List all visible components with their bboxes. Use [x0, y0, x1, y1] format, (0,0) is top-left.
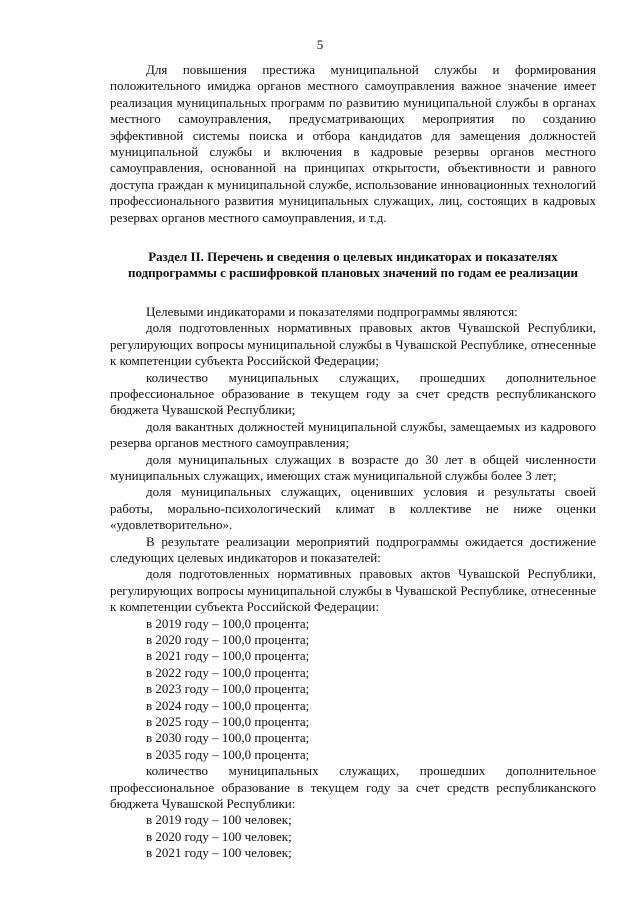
- target-label: количество муниципальных служащих, прошедших дополнительное профессиональное образование в текущем году за счет средств республиканского бюджета Чувашской Республики:: [110, 763, 596, 812]
- section-heading: Раздел II. Перечень и сведения о целевых индикаторах и показателях подпрограммы с расшифровкой плановых значений по годам ее реализации: [127, 249, 579, 281]
- indicator-item: доля подготовленных нормативных правовых актов Чувашской Республики, регулирующих вопросы муниципальной службы в Чувашской Республике, отнесенные к компетенции субъекта Российской Федерации;: [110, 320, 596, 369]
- target-value: в 2024 году – 100,0 процента;: [146, 697, 310, 713]
- target-value: в 2020 году – 100,0 процента;: [146, 632, 310, 647]
- indicator-item: доля вакантных должностей муниципальной службы, замещаемых из кадрового резерва органов местного самоуправления;: [110, 418, 596, 451]
- page-number: 5: [316, 37, 324, 52]
- target-value: в 2030 году – 100,0 процента;: [146, 730, 310, 746]
- target-value: в 2020 году – 100 человек;: [146, 828, 292, 844]
- results-intro: В результате реализации мероприятий подпрограммы ожидается достижение следующих целевых индикаторов и показателей:: [110, 533, 596, 565]
- target-value: в 2021 году – 100 человек;: [146, 845, 292, 861]
- target-value: в 2023 году – 100,0 процента;: [146, 681, 310, 697]
- target-value: в 2035 году – 100,0 процента;: [146, 746, 310, 762]
- target-value: в 2021 году – 100,0 процента;: [146, 648, 310, 664]
- target-value: в 2019 году – 100,0 процента;: [146, 615, 310, 631]
- indicators-intro: Целевыми индикаторами и показателями подпрограммы являются:: [146, 303, 518, 319]
- indicator-item: количество муниципальных служащих, прошедших дополнительное профессиональное образование в текущем году за счет средств республиканского бюджета Чувашской Республики;: [110, 369, 596, 418]
- indicator-item: доля муниципальных служащих в возрасте до 30 лет в общей численности муниципальных служащих, имеющих стаж муниципальной службы более 3 лет;: [110, 451, 596, 483]
- target-value: в 2025 году – 100,0 процента;: [146, 714, 310, 730]
- target-label: доля подготовленных нормативных правовых актов Чувашской Республики, регулирующих вопросы муниципальной службы в Чувашской Республике, отнесенные к компетенции субъекта Российской Федерации:: [110, 566, 596, 615]
- document-body: [110, 62, 596, 862]
- indicator-item: доля муниципальных служащих, оценивших условия и результаты своей работы, морально-психологический климат в коллективе не ниже оценки «удовлетворительно».: [110, 484, 596, 533]
- target-value: в 2019 году – 100 человек;: [146, 812, 292, 828]
- target-value: в 2022 году – 100,0 процента;: [146, 664, 310, 680]
- intro-paragraph: Для повышения престижа муниципальной службы и формирования положительного имиджа органов местного самоуправления важное значение имеет реализация муниципальных программ по развитию муниципальной службы в органах местного самоуправления, предусматривающих мероприятия по созданию эффективной системы поиска и отбора кандидатов для замещения должностей муниципальной службы и включения в кадровые резервы органов местного самоуправления, основанной на принципах открытости, объективности и равного доступа граждан к муниципальной службе, использование инновационных технологий профессионального развития муниципальных служащих, лиц, состоящих в кадровых резервах органов местного самоуправления, и т.д.: [110, 62, 596, 225]
